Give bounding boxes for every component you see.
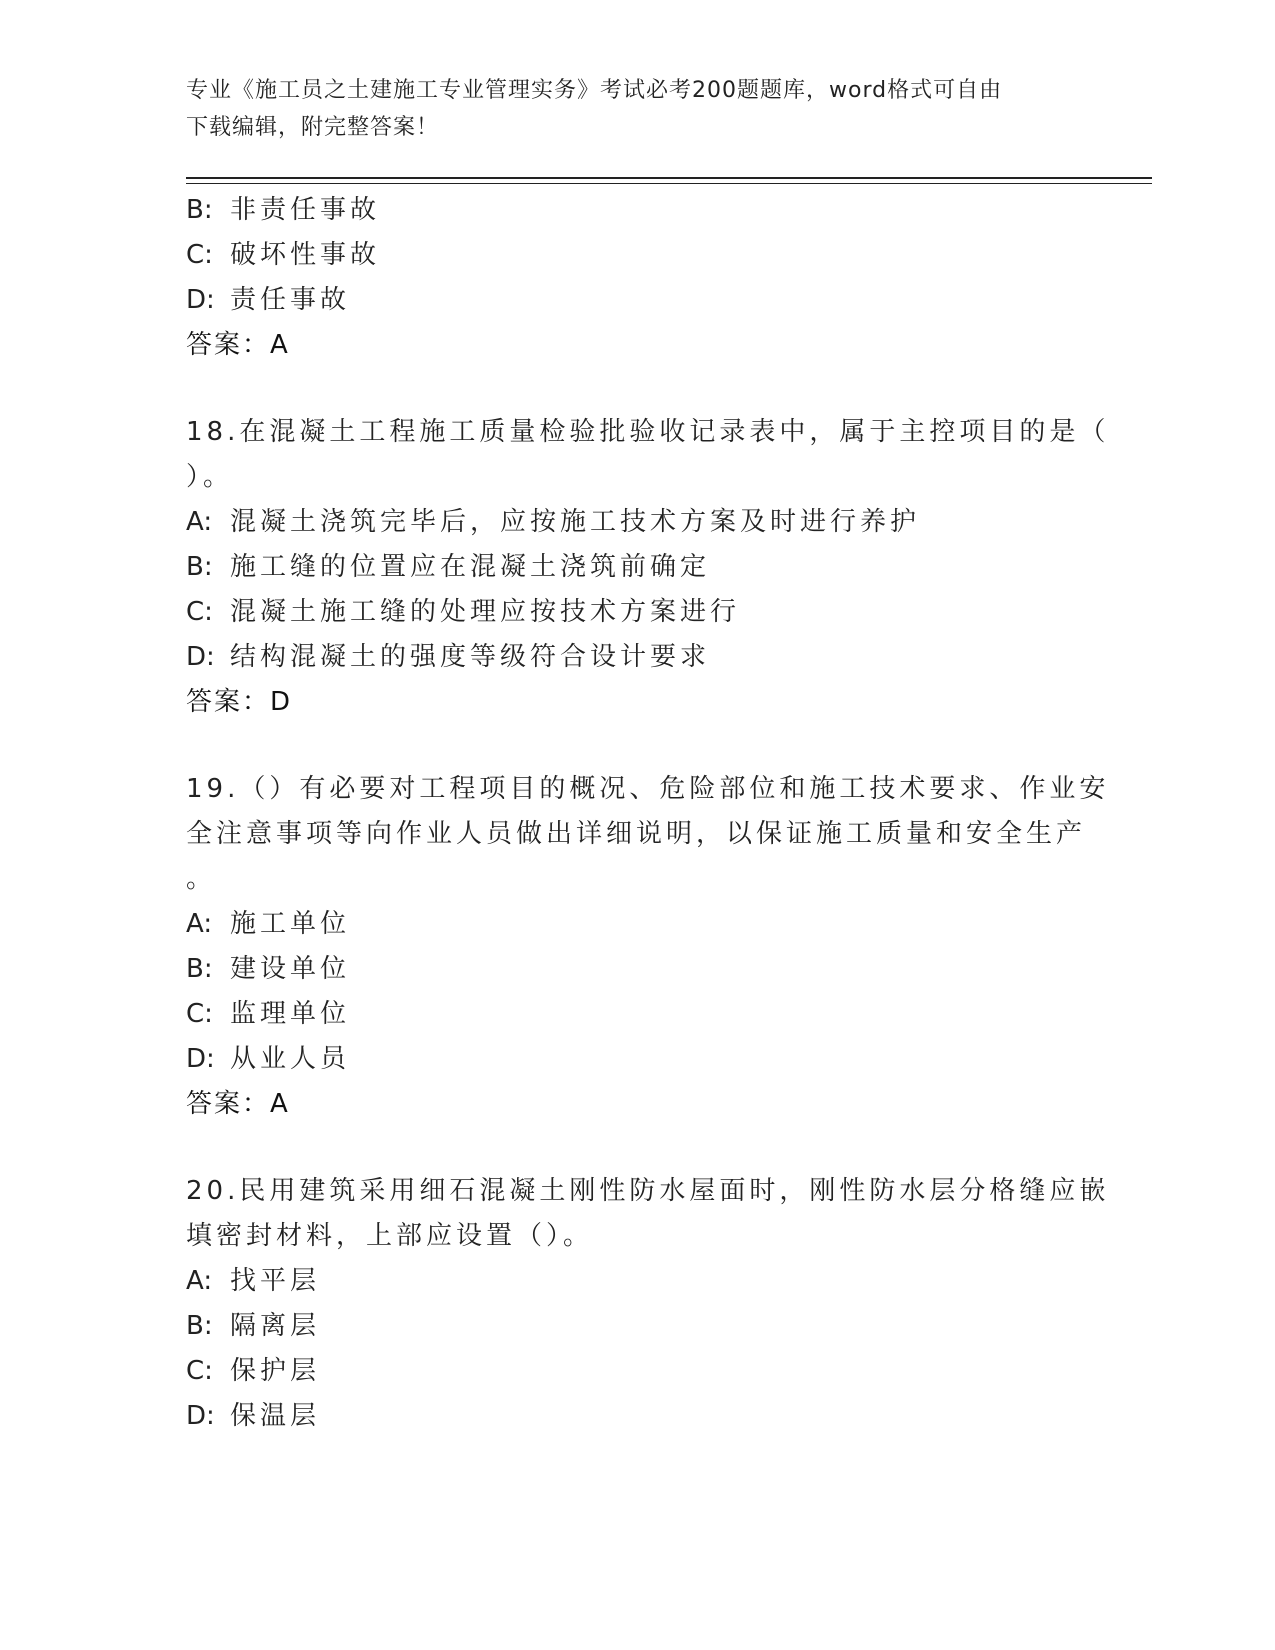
header-divider-thick (186, 177, 1152, 179)
option-letter: D: (186, 285, 215, 315)
question-stem-line: 全注意事项等向作业人员做出详细说明，以保证施工质量和安全生产 (186, 819, 1087, 849)
document-header (186, 72, 1066, 146)
option-letter: A: (186, 1266, 213, 1296)
option-a (186, 902, 1066, 947)
option-text: 保护层 (230, 1356, 321, 1386)
option-text: 从业人员 (230, 1044, 351, 1074)
option-letter: B: (186, 552, 213, 582)
question-stem-line: 填密封材料，上部应设置（）。 (186, 1221, 594, 1251)
option-text: 结构混凝土的强度等级符合设计要求 (230, 642, 711, 672)
option-d (186, 278, 1066, 323)
option-b (186, 1304, 1066, 1349)
header-line-2: 下载编辑，附完整答案！ (186, 115, 440, 140)
option-text: 找平层 (230, 1266, 321, 1296)
option-letter: A: (186, 909, 213, 939)
question-stem-line: 19.（）有必要对工程项目的概况、危险部位和施工技术要求、作业安 (186, 774, 1110, 804)
option-letter: D: (186, 1401, 215, 1431)
option-a (186, 500, 1066, 545)
question-stem-line: 。 (186, 864, 217, 894)
option-letter: B: (186, 1311, 213, 1341)
option-text: 施工单位 (230, 909, 351, 939)
header-line-1: 专业《施工员之土建施工专业管理实务》考试必考200题题库，word格式可自由 (186, 78, 1003, 103)
option-c (186, 992, 1066, 1037)
option-letter: D: (186, 1044, 215, 1074)
option-letter: B: (186, 195, 213, 225)
option-letter: C: (186, 240, 213, 270)
question-stem-line: 20.民用建筑采用细石混凝土刚性防水屋面时，刚性防水层分格缝应嵌 (186, 1176, 1110, 1206)
option-b (186, 947, 1066, 992)
question-19 (186, 767, 1110, 1127)
option-text: 施工缝的位置应在混凝土浇筑前确定 (230, 552, 711, 582)
option-letter: C: (186, 597, 213, 627)
header-divider-thin (186, 183, 1152, 184)
answer: 答案：D (186, 687, 293, 717)
option-d (186, 1394, 1066, 1439)
option-text: 保温层 (230, 1401, 321, 1431)
option-b (186, 188, 1066, 233)
option-text: 责任事故 (230, 285, 351, 315)
option-letter: A: (186, 507, 213, 537)
question-20 (186, 1169, 1110, 1439)
option-text: 混凝土浇筑完毕后，应按施工技术方案及时进行养护 (230, 507, 921, 537)
option-letter: C: (186, 999, 213, 1029)
option-text: 建设单位 (230, 954, 351, 984)
question-17 (186, 188, 1066, 368)
option-text: 隔离层 (230, 1311, 321, 1341)
question-stem-line: 18.在混凝土工程施工质量检验批验收记录表中，属于主控项目的是（ (186, 417, 1110, 447)
option-b (186, 545, 1066, 590)
option-letter: C: (186, 1356, 213, 1386)
option-letter: D: (186, 642, 215, 672)
option-letter: B: (186, 954, 213, 984)
option-d (186, 1037, 1066, 1082)
option-d (186, 635, 1066, 680)
option-c (186, 1349, 1066, 1394)
question-18 (186, 410, 1110, 725)
option-text: 破坏性事故 (230, 240, 381, 270)
option-a (186, 1259, 1066, 1304)
question-stem-line: ）。 (186, 462, 234, 492)
option-text: 非责任事故 (230, 195, 381, 225)
answer: 答案：A (186, 330, 290, 360)
option-c (186, 233, 1066, 278)
option-text: 混凝土施工缝的处理应按技术方案进行 (230, 597, 741, 627)
answer: 答案：A (186, 1089, 290, 1119)
question-list (186, 188, 1110, 1439)
option-c (186, 590, 1066, 635)
option-text: 监理单位 (230, 999, 351, 1029)
